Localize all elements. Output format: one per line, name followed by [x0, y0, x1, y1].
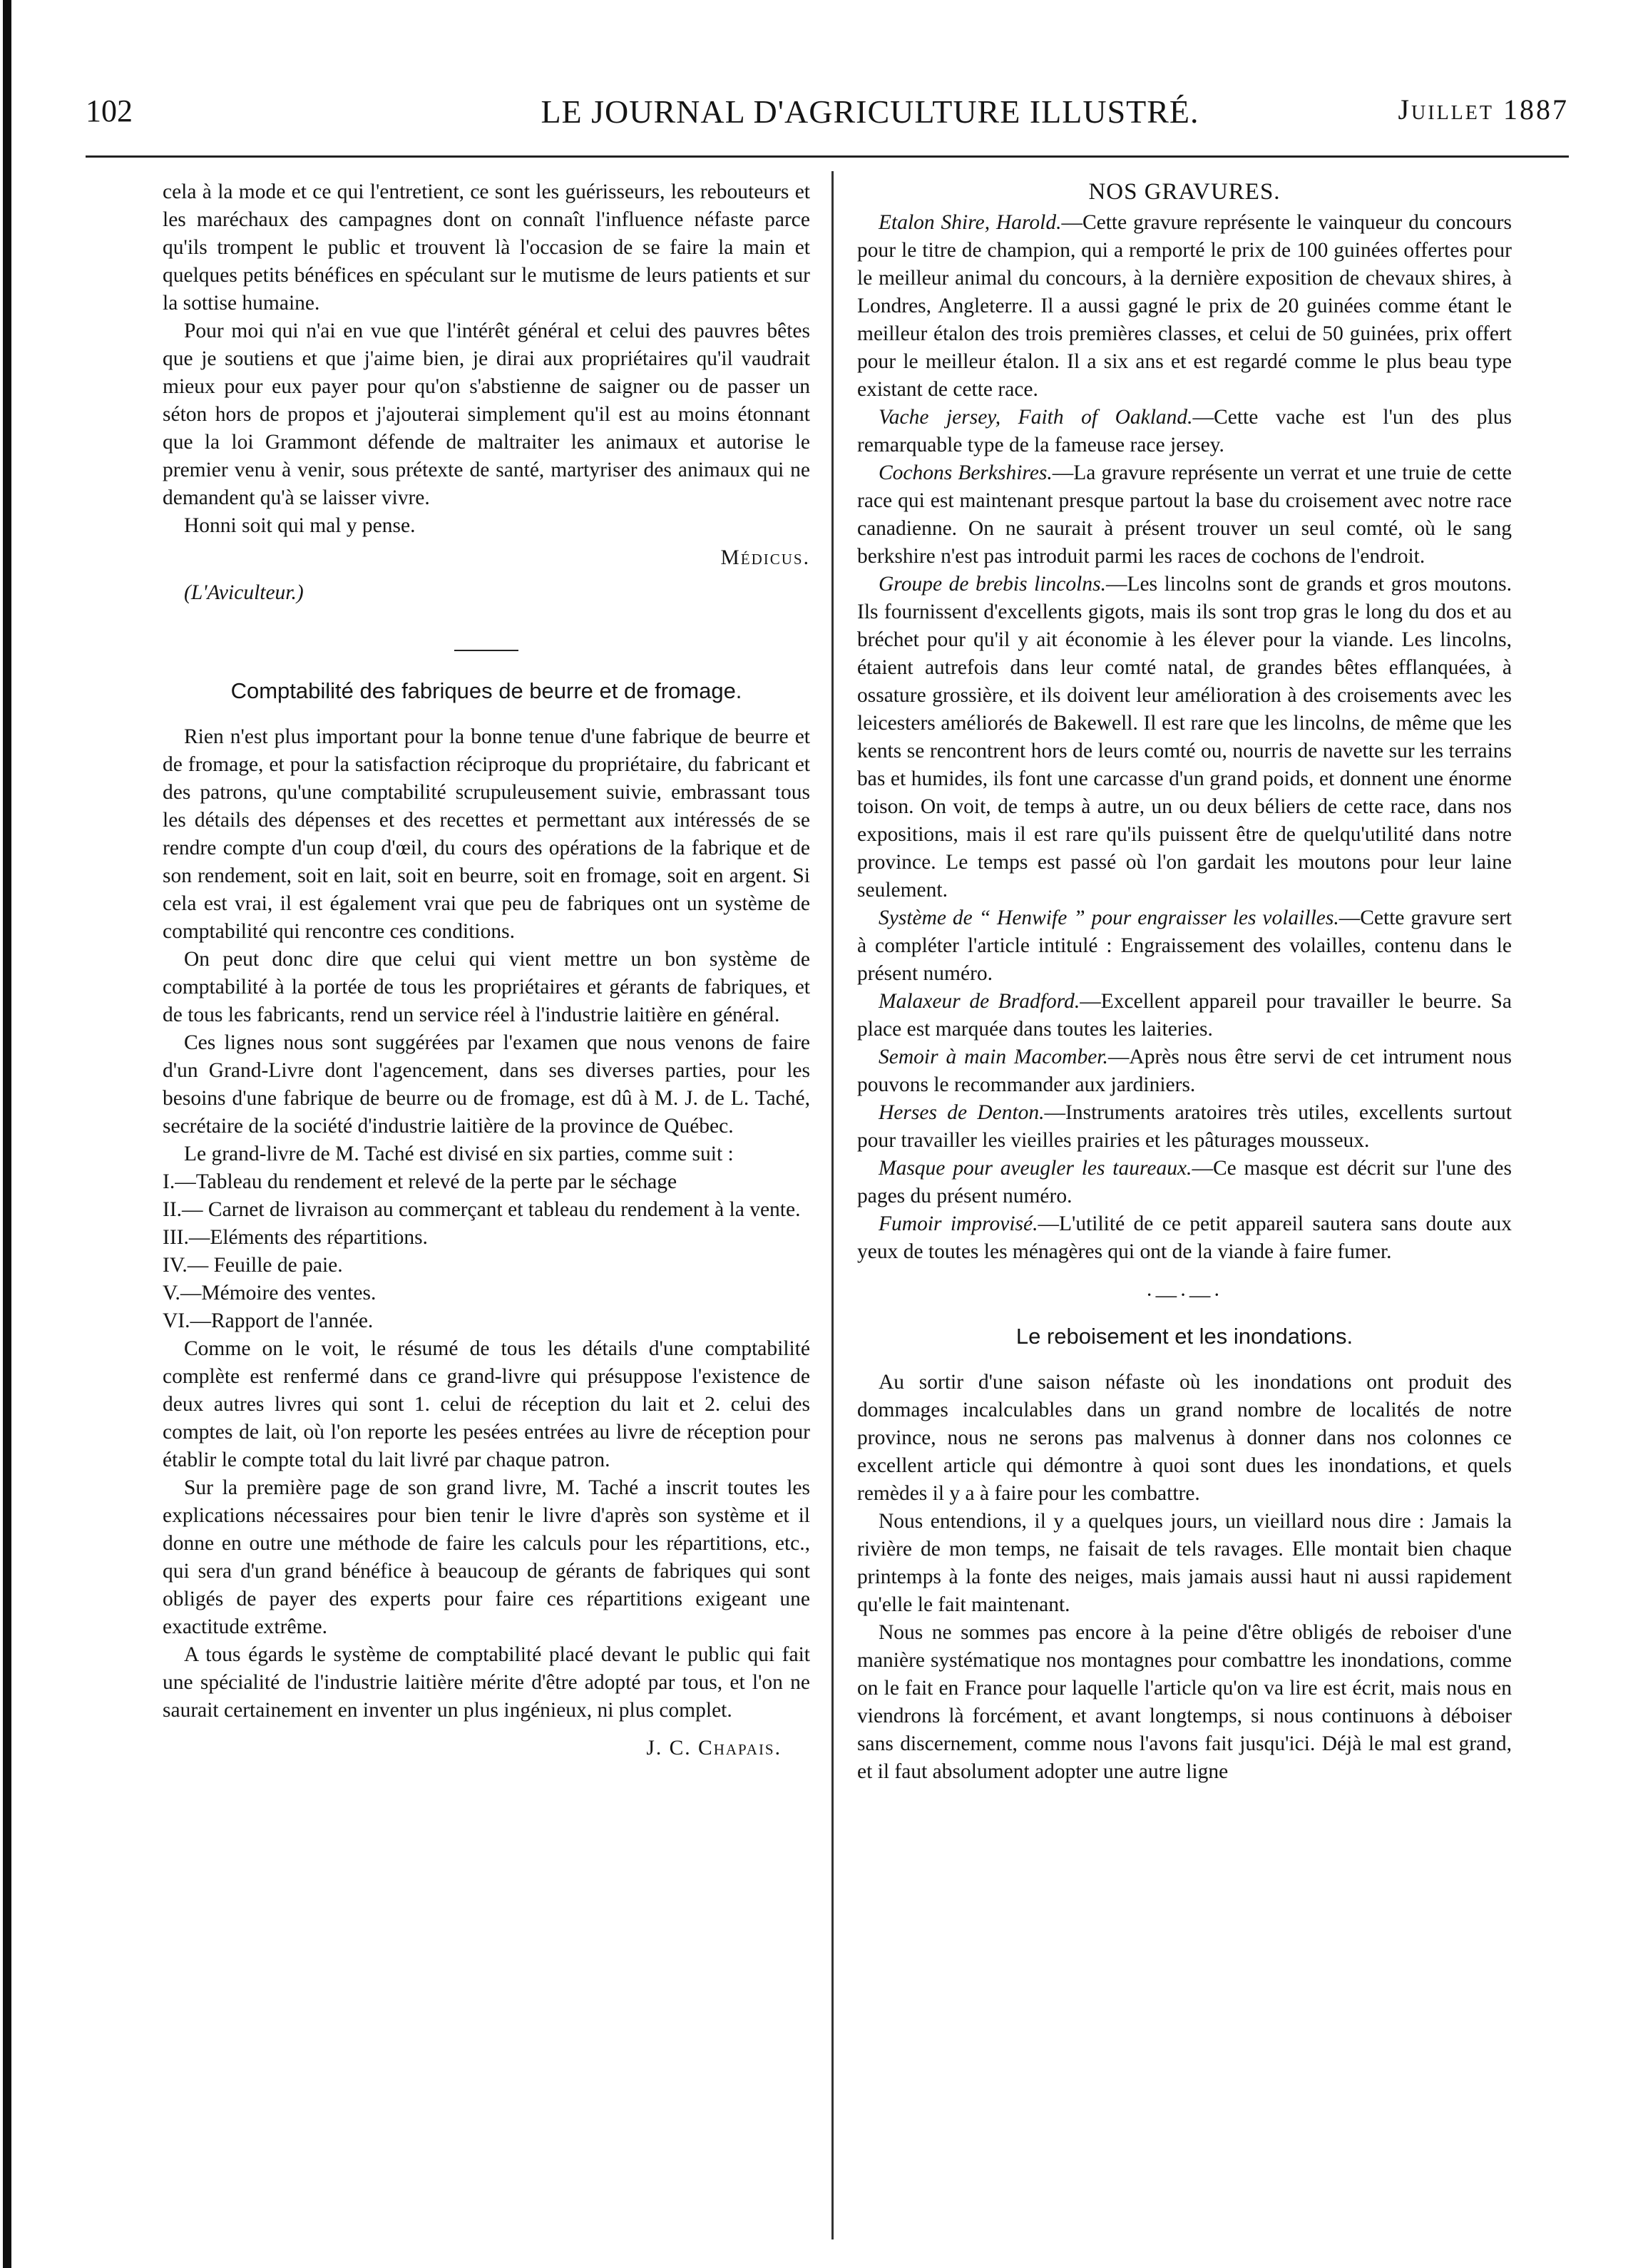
journal-title: LE JOURNAL D'AGRICULTURE ILLUSTRÉ.: [541, 93, 1199, 130]
source-citation: (L'Aviculteur.): [184, 581, 304, 604]
list-item: V.—Mémoire des ventes.: [163, 1282, 377, 1304]
list-item: II.— Carnet de livraison au commerçant et tableau du rendement à la vente.: [163, 1198, 801, 1221]
list-item: I.—Tableau du rendement et relevé de la perte par le séchage: [163, 1170, 677, 1193]
paragraph: A tous égards le système de comptabilité placé devant le public qui fait une spécialité de l'industrie laitière mérite d'être adopté par tous, et l'on ne saurait certainement en inventer un plus ingénieux, ni plus complet.: [163, 1643, 810, 1722]
engraving-text: —L'utilité de ce petit appareil sautera sans doute aux yeux de toutes les ménagères qui ont de la viande à faire fumer.: [857, 1212, 1512, 1263]
column-separator: [831, 171, 834, 2239]
engraving-text: —La gravure représente un verrat et une truie de cette race qui est maintenant presque partout la base du croisement avec notre race canadienne. On ne saurait à présent trouver un seul comté, où le sang berkshire n'est pas introduit parmi les races de cochons de l'endroit.: [857, 461, 1512, 568]
page-number: 102: [86, 93, 133, 128]
left-column: [163, 178, 810, 1762]
header-rule: [86, 155, 1569, 158]
page-edge-bar: [3, 0, 11, 2268]
engraving-item: [857, 404, 1512, 459]
engraving-heading: Malaxeur de Bradford.: [879, 990, 1080, 1013]
list-item: VI.—Rapport de l'année.: [163, 1309, 374, 1332]
signature: Médicus.: [720, 546, 810, 569]
right-column: [857, 178, 1512, 1786]
paragraph: Nous entendions, il y a quelques jours, un vieillard nous dire : Jamais la rivière de mon temps, ne faisait de tels ravages. Elle montait bien chaque printemps à la fonte des neiges, mais jamais aussi haut ni aussi rapidement qu'elle le fait maintenant.: [857, 1510, 1512, 1616]
engraving-heading: Système de “ Henwife ” pour engraisser les volailles.: [879, 906, 1339, 929]
engraving-item: [857, 1210, 1512, 1266]
issue-date: Juillet 1887: [1398, 93, 1569, 126]
paragraph: Nous ne sommes pas encore à la peine d'être obligés de reboiser d'une manière systématique nos montagnes pour combattre les inondations, comme on le fait en France pour laquelle l'article qu'on va lire est écrit, mais nous en viendrons là forcément, et avant longtemps, si nous continuons à déboiser sans discernement, comme nous l'avons fait jusqu'ici. Déjà le mal est grand, et il faut absolument adopter une autre ligne: [857, 1621, 1512, 1783]
paragraph: Au sortir d'une saison néfaste où les inondations ont produit des dommages incalculables dans un grand nombre de localités de notre province, nous ne serons pas malvenus à donner dans nos colonnes ce excellent article qui démontre à quoi sont dues les inondations, et quels remèdes il y a à faire pour les combattre.: [857, 1371, 1512, 1505]
paragraph: Pour moi qui n'ai en vue que l'intérêt général et celui des pauvres bêtes que je soutiens et que j'aime bien, je dirai aux propriétaires qu'il vaudrait mieux pour eux payer pour qu'on s'abstienne de saigner ou de passer un séton hors de propos et j'ajouterai simplement qu'il est au moins étonnant que la loi Grammont défende de maltraiter les animaux et autorise le premier venu à venir, sous prétexte de santé, martyriser des animaux qui ne demandent qu'à se laisser vivre.: [163, 320, 810, 509]
list-item: III.—Eléments des répartitions.: [163, 1226, 428, 1249]
author-signature: J. C. Chapais.: [646, 1737, 782, 1759]
paragraph: Honni soit qui mal y pense.: [184, 514, 416, 537]
engraving-text: —Après nous être servi de cet intrument nous pouvons le recommander aux jardiniers.: [857, 1046, 1512, 1096]
engraving-text: —Cette gravure sert à compléter l'article intitulé : Engraissement des volailles, contenu dans le présent numéro.: [857, 906, 1512, 985]
engraving-item: [857, 904, 1512, 988]
engraving-heading: Semoir à main Macomber.: [879, 1046, 1108, 1068]
section-divider: ·—·—·: [1145, 1284, 1224, 1307]
engraving-text: —Cette gravure représente le vainqueur du concours pour le titre de champion, qui a remporté le prix de 100 guinées offertes pour le meilleur animal du concours, à la dernière exposition de chevaux shires, à Londres, Angleterre. Il a aussi gagné le prix de 20 guinées comme étant le meilleur étalon des trois premières classes, et celui de 50 guinées, prix offert pour le meilleur étalon. Il a six ans et est regardé comme le plus beau type existant de cette race.: [857, 211, 1512, 401]
engraving-heading: Fumoir improvisé.: [879, 1212, 1038, 1235]
gravures-title: NOS GRAVURES.: [1088, 179, 1281, 205]
engraving-text: —Ce masque est décrit sur l'une des pages du présent numéro.: [857, 1157, 1512, 1207]
engraving-item: [857, 1155, 1512, 1210]
engraving-text: —Les lincolns sont de grands et gros moutons. Ils fournissent d'excellents gigots, mais ils sont trop gras le long du dos et au bréchet pour qu'il y ait économie à les élever pour la viande. Les lincolns, étaient autrefois dans leur comté natal, de grandes bêtes efflanquées, à ossature grossière, et ils doivent leur amélioration à des croisements avec les leicesters améliorés de Bakewell. Il est rare que les lincolns, de même que les kents se rencontrent hors de leurs comté ou, nourris de navette sur les terrains bas et humides, ils font une carcasse d'un grand poids, et donnent une énorme toison. On voit, de temps à autre, un ou deux béliers de cette race, dans nos expositions, mais il est rare qu'ils puissent être de quelqu'utilité dans notre province. Le temps est passé où l'on gardait les moutons pour leur laine seulement.: [857, 573, 1512, 901]
paragraph: cela à la mode et ce qui l'entretient, ce sont les guérisseurs, les rebouteurs et les maréchaux des campagnes dont on connaît l'influence néfaste parce qu'ils trompent le public et trouvent là l'occasion de se faire la main et quelques petits bénéfices en spéculant sur le mutisme de leurs patients et sur la sottise humaine.: [163, 180, 810, 315]
engraving-heading: Groupe de brebis lincolns.: [879, 573, 1106, 596]
engraving-item: [857, 459, 1512, 571]
engraving-heading: Masque pour aveugler les taureaux.: [879, 1157, 1192, 1180]
paragraph: Sur la première page de son grand livre, M. Taché a inscrit toutes les explications nécessaires pour bien tenir le livre d'après son système et il donne en outre une méthode de faire les calculs pour les répartitions, etc., qui sera d'un grand bénéfice à beaucoup de gérants de fabriques qui sont obligés de payer des experts pour faire ces répartitions exigeant une exactitude extrême.: [163, 1476, 810, 1638]
engraving-item: [857, 1043, 1512, 1099]
engraving-item: [857, 1099, 1512, 1155]
engraving-heading: Etalon Shire, Harold.: [879, 211, 1062, 234]
paragraph: Comme on le voit, le résumé de tous les détails d'une comptabilité complète est renfermé dans ce grand-livre qui présuppose l'existence de deux autres livres qui sont 1. celui de réception du lait et 2. celui des comptes de lait, où l'on reporte les pesées entrées au livre de réception pour établir le compte total du lait livré par chaque patron.: [163, 1337, 810, 1471]
paragraph: On peut donc dire que celui qui vient mettre un bon système de comptabilité à la portée de tous les propriétaires et gérants de fabriques, et de tous les fabricants, rend un service réel à l'industrie laitière en général.: [163, 948, 810, 1026]
engraving-item: [857, 571, 1512, 904]
engraving-heading: Cochons Berkshires.: [879, 461, 1053, 484]
engraving-heading: Vache jersey, Faith of Oakland.: [879, 406, 1193, 429]
engraving-item: [857, 988, 1512, 1043]
section-divider: [454, 650, 518, 651]
paragraph: Rien n'est plus important pour la bonne tenue d'une fabrique de beurre et de fromage, et pour la satisfaction réciproque du propriétaire, du fabricant et des patrons, qu'une comptabilité scrupuleusement suivie, embrassant tous les détails des dépenses et des recettes et permettant aux intéressés de se rendre compte d'un coup d'œil, du cours des opérations de la fabrique et de son rendement, soit en lait, soit en beurre, soit en fromage, soit en argent. Si cela est vrai, il est également vrai que peu de fabriques ont un système de comptabilité qui rencontre ces conditions.: [163, 725, 810, 943]
page-header: [86, 93, 1569, 143]
list-item: IV.— Feuille de paie.: [163, 1254, 343, 1277]
engraving-text: —Instruments aratoires très utiles, excellents surtout pour travailler les vieilles prairies et les pâturages mousseux.: [857, 1101, 1512, 1152]
engraving-text: —Excellent appareil pour travailler le beurre. Sa place est marquée dans toutes les laiteries.: [857, 990, 1512, 1041]
section-title: Le reboisement et les inondations.: [1015, 1324, 1353, 1349]
paragraph: Ces lignes nous sont suggérées par l'examen que nous venons de faire d'un Grand-Livre dont l'agencement, dans ses diverses parties, pour les besoins d'une fabrique de beurre ou de fromage, est dû à M. J. de L. Taché, secrétaire de la société d'industrie laitière de la province de Québec.: [163, 1031, 810, 1138]
section-title: Comptabilité des fabriques de beurre et de fromage.: [230, 678, 742, 703]
engraving-item: [857, 209, 1512, 404]
engraving-text: —Cette vache est l'un des plus remarquable type de la fameuse race jersey.: [857, 406, 1512, 456]
paragraph: Le grand-livre de M. Taché est divisé en six parties, comme suit :: [184, 1143, 734, 1165]
engraving-heading: Herses de Denton.: [879, 1101, 1045, 1124]
